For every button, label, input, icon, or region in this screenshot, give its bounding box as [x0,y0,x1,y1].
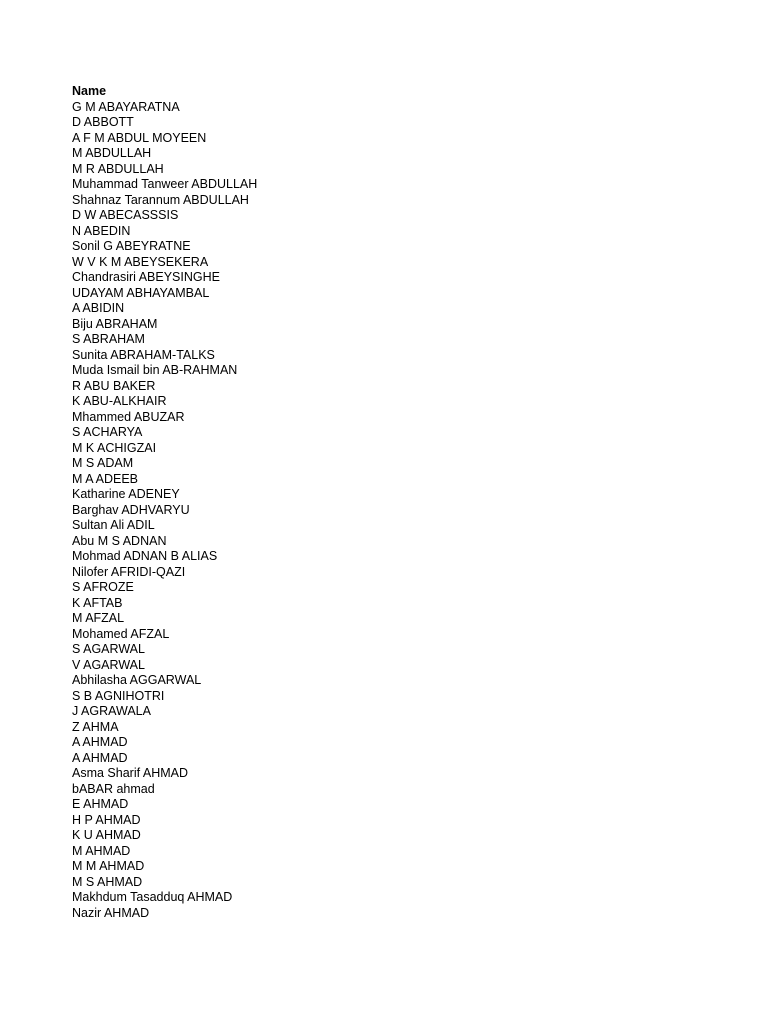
list-item: G M ABAYARATNA [72,99,180,114]
list-item: Katharine ADENEY [72,487,180,501]
list-item: M K ACHIGZAI [72,440,157,455]
list-item: Sunita ABRAHAM-TALKS [72,347,215,362]
list-item: Muhammad Tanweer ABDULLAH [72,177,258,191]
list-item: M R ABDULLAH [72,161,164,176]
list-item: S AFROZE [72,580,134,594]
column-header: Name [72,84,107,98]
list-item: Muda Ismail bin AB-RAHMAN [72,363,238,377]
list-item: A AHMAD [72,750,128,765]
list-item: Asma Sharif AHMAD [72,766,189,780]
list-item: Biju ABRAHAM [72,316,158,331]
list-item: N ABEDIN [72,223,131,238]
list-item: E AHMAD [72,797,129,811]
list-item: S AGARWAL [72,642,145,656]
name-list-column [72,84,692,921]
list-item: Shahnaz Tarannum ABDULLAH [72,192,249,207]
list-item: J AGRAWALA [72,704,151,718]
list-item: V AGARWAL [72,657,145,672]
list-item: M ABDULLAH [72,146,152,160]
list-item: M S ADAM [72,456,134,470]
list-item: Mohmad ADNAN B ALIAS [72,549,218,563]
list-item: M AFZAL [72,611,125,625]
list-item: R ABU BAKER [72,378,156,393]
list-item: Barghav ADHVARYU [72,502,190,517]
list-item: D ABBOTT [72,115,134,129]
list-item: W V K M ABEYSEKERA [72,254,209,269]
name-list [72,100,692,922]
list-item: M M AHMAD [72,859,145,873]
list-item: S ACHARYA [72,425,143,439]
list-item: K U AHMAD [72,828,141,842]
list-item: M A ADEEB [72,471,139,486]
list-item: H P AHMAD [72,812,141,827]
list-item: A ABIDIN [72,301,125,315]
list-item: S B AGNIHOTRI [72,688,165,703]
list-item: Mhammed ABUZAR [72,409,185,424]
list-item: A F M ABDUL MOYEEN [72,130,207,145]
list-item: Abu M S ADNAN [72,533,167,548]
list-item: Makhdum Tasadduq AHMAD [72,890,233,904]
list-item: K ABU-ALKHAIR [72,394,167,408]
list-item: M S AHMAD [72,874,143,889]
list-item: Chandrasiri ABEYSINGHE [72,270,220,284]
list-item: UDAYAM ABHAYAMBAL [72,285,210,300]
list-item: Sultan Ali ADIL [72,518,155,532]
list-item: M AHMAD [72,843,131,858]
list-item: Mohamed AFZAL [72,626,170,641]
list-item: Nilofer AFRIDI-QAZI [72,564,186,579]
list-item: bABAR ahmad [72,781,155,796]
list-item: D W ABECASSSIS [72,208,179,222]
list-item: Abhilasha AGGARWAL [72,673,202,687]
list-item: Z AHMA [72,719,119,734]
list-item: Sonil G ABEYRATNE [72,239,191,253]
list-item: K AFTAB [72,595,123,610]
list-item: A AHMAD [72,735,128,749]
list-item: Nazir AHMAD [72,905,150,920]
list-item: S ABRAHAM [72,332,145,346]
